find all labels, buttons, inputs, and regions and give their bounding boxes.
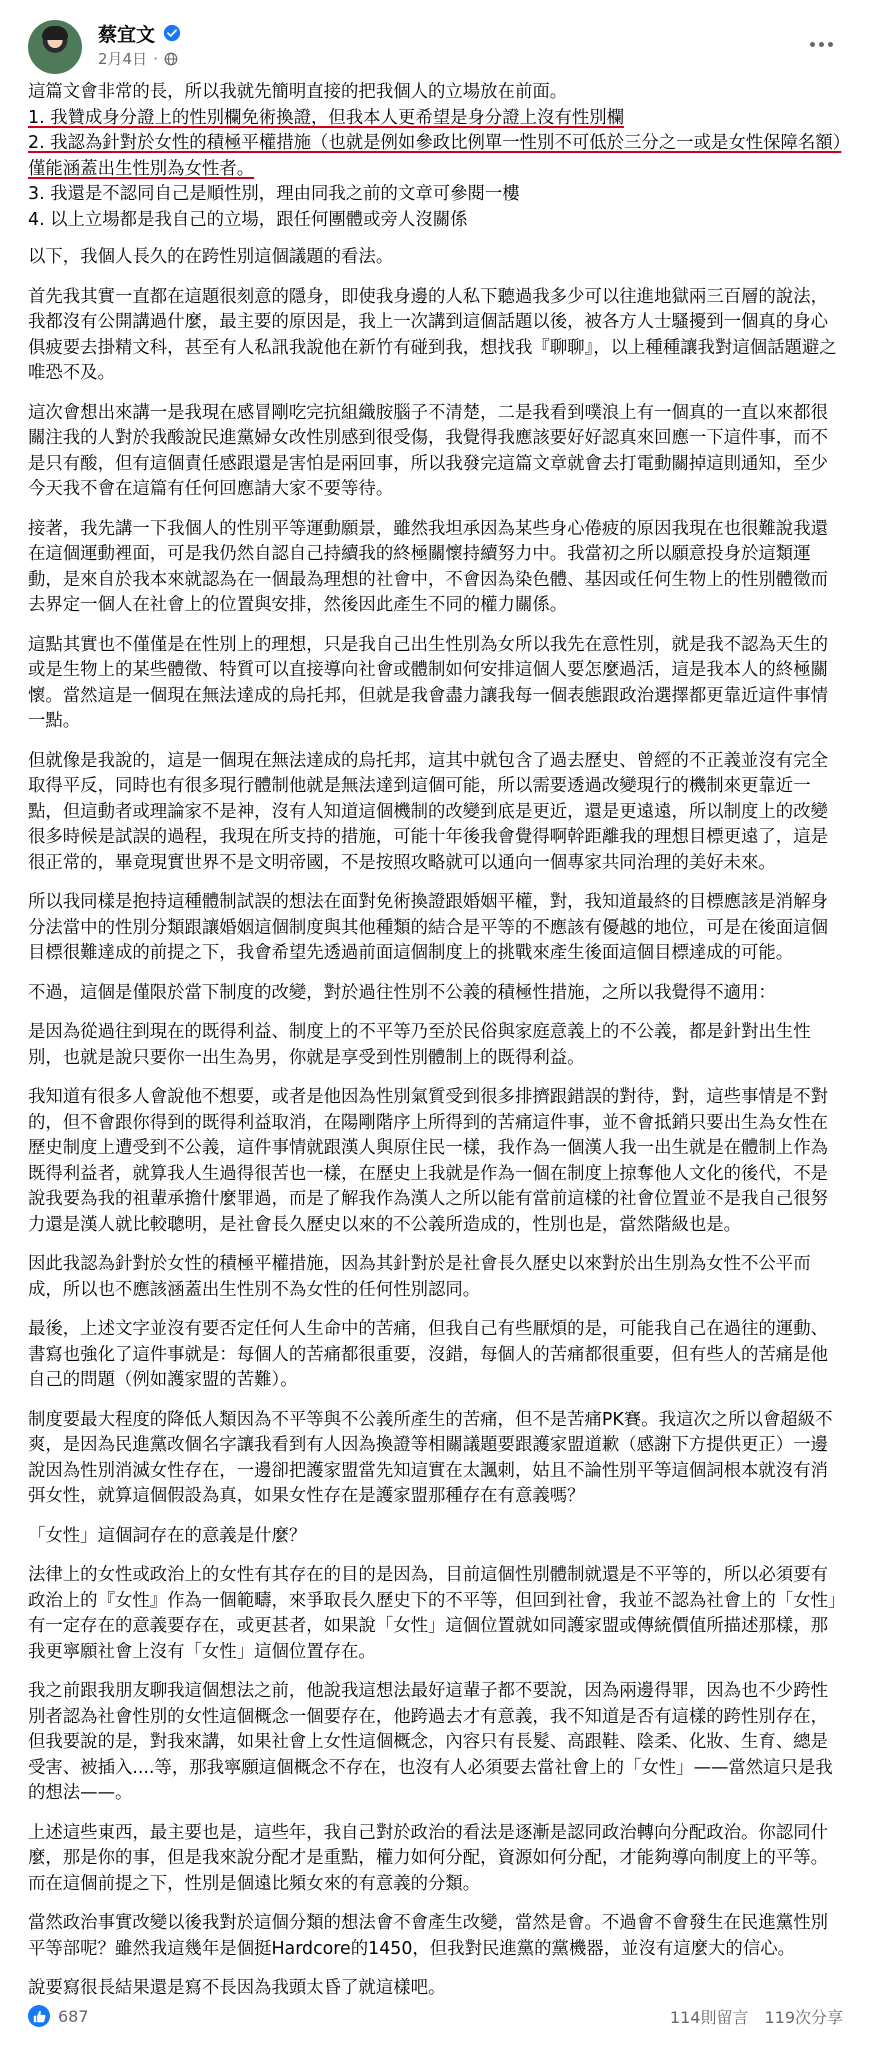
paragraph: 法律上的女性或政治上的女性有其存在的目的是因為，目前這個性別體制就還是不平等的，所以必須要有政治上的『女性』作為一個範疇，來爭取長久歷史下的不平等，但回到社會，我並不認為社會上的「女性」有一定存在的意義要存在，或更甚者，如果說「女性」這個位置就如同護家盟或傳統價值所描述那樣，那我更寧願社會上沒有「女性」這個位置存在。: [28, 1565, 837, 1662]
author-name[interactable]: 蔡宜文: [98, 23, 156, 46]
author-row: [98, 20, 181, 46]
avatar[interactable]: [28, 20, 82, 74]
share-count[interactable]: 119次分享: [764, 2007, 843, 2027]
paragraph: 制度要最大程度的降低人類因為不平等與不公義所產生的苦痛，但不是苦痛PK賽。我這次之所以會超級不爽，是因為民進黨改個名字讓我看到有人因為換證等相關議題要跟護家盟道歉（感謝下方提供更正）一邊說因為性別消滅女性存在，一邊卻把護家盟當先知這實在太諷刺，姑且不論性別平等這個詞根本就沒有消弭女性，就算這個假設為真，如果女性存在是護家盟那種存在有意義嗎？: [28, 1409, 833, 1506]
thumbs-up-glyph: [33, 2010, 46, 2023]
paragraph: 這次會想出來講一是我現在感冒剛吃完抗組織胺腦子不清楚，二是我看到噗浪上有一個真的一直以來都很關注我的人對於我酸說民進黨婦女改性別感到很受傷，我覺得我應該要好好認真來回應一下這件事，而不是只有酸，但有這個責任感跟還是害怕是兩回事，所以我發完這篇文章就會去打電動關掉這則通知，至少今天我不會在這篇有任何回應請大家不要等待。: [28, 402, 828, 499]
post-intro: 這篇文會非常的長，所以我就先簡明直接的把我個人的立場放在前面。: [28, 82, 568, 102]
paragraph: 不過，這個是僅限於當下制度的改變，對於過往性別不公義的積極性措施，之所以我覺得不適用：: [28, 982, 776, 1003]
paragraph: 以下，我個人長久的在跨性別這個議題的看法。: [28, 247, 394, 267]
paragraph: 但就像是我說的，這是一個現在無法達成的烏托邦，這其中就包含了過去歷史、曾經的不正義並沒有完全取得平反，同時也有很多現行體制他就是無法達到這個可能，所以需要透過改變現行的機制來更靠近一點，但這動者或理論家不是神，沒有人知道這個機制的改變到底是更近，還是更遠遠，所以制度上的改變很多時候是試誤的過程，我現在所支持的措施，可能十年後我會覺得啊幹距離我的理想目標更遠了，這是很正常的，畢竟現實世界不是文明帝國，不是按照攻略就可以通向一個專家共同治理的美好未來。: [28, 750, 828, 873]
post-footer: [28, 1996, 843, 2036]
position-item-3: 3. 我還是不認同自己是順性別，理由同我之前的文章可參閱一樓: [28, 184, 520, 204]
post-meta: [98, 48, 178, 69]
paragraph: 首先我其實一直都在這題很刻意的隱身，即使我身邊的人私下聽過我多少可以往進地獄兩三百層的說法，我都沒有公開講過什麼，最主要的原因是，我上一次講到這個話題以後，被各方人士騷擾到一個真的身心俱疲要去掛精文科，甚至有人私訊我說他在新竹有碰到我，想找我『聊聊』，以上種種讓我對這個話題避之唯恐不及。: [28, 286, 837, 383]
post-body: [28, 80, 843, 2016]
position-list: [28, 106, 843, 234]
paragraph: 最後，上述文字並沒有要否定任何人生命中的苦痛，但我自己有些厭煩的是，可能我自己在過往的運動、書寫也強化了這件事就是：每個人的苦痛都很重要，沒錯，每個人的苦痛都很重要，但有些人的苦痛是他自己的問題（例如護家盟的苦難）。: [28, 1319, 828, 1390]
position-item-4: 4. 以上立場都是我自己的立場，跟任何團體或旁人沒關係: [28, 209, 468, 230]
position-item-1: 1. 我贊成身分證上的性別欄免術換證，但我本人更希望是身分證上沒有性別欄: [28, 107, 625, 128]
paragraph: 所以我同樣是抱持這種體制試誤的想法在面對免術換證跟婚姻平權，對，我知道最終的目標應該是消解身分法當中的性別分類跟讓婚姻這個制度與其他種類的結合是平等的不應該有優越的地位，可是在後面這個目標很難達成的前提之下，我會希望先透過前面這個制度上的挑戰來產生後面這個目標達成的可能。: [28, 892, 828, 963]
paragraph: 因此我認為針對於女性的積極平權措施，因為其針對於是社會長久歷史以來對於出生別為女性不公平而成，所以也不應該涵蓋出生性別不為女性的任何性別認同。: [28, 1254, 811, 1300]
paragraph: 上述這些東西，最主要也是，這些年，我自己對於政治的看法是逐漸是認同政治轉向分配政治。你認同什麼，那是你的事，但是我來說分配才是重點，權力如何分配，資源如何分配，才能夠導向制度上的平等。而在這個前提之下，性別是個遠比頻女來的有意義的分類。: [28, 1822, 828, 1894]
avatar-hair: [42, 26, 68, 40]
reaction-count[interactable]: 687: [58, 2006, 89, 2026]
paragraph: 當然政治事實改變以後我對於這個分類的想法會不會產生改變，當然是會。不過會不會發生在民進黨性別平等部呢？雖然我這幾年是個挺Hardcore的1450，但我對民進黨的黨機器，並沒有這麼大的信心。: [28, 1913, 828, 1959]
paragraph: 「女性」這個詞存在的意義是什麼？: [28, 1525, 307, 1546]
more-options-icon[interactable]: [803, 26, 839, 62]
paragraph: 我之前跟我朋友聊我這個想法之前，他說我這想法最好這輩子都不要說，因為兩邊得罪，因為也不少跨性別者認為社會性別的女性這個概念一個要存在，他跨過去才有意義，我不知道是否有這樣的跨性別存在，但我要說的是，對我來講，如果社會上女性這個概念，內容只有長髮、高跟鞋、陰柔、化妝、生育、總是受害、被插入....等，那我寧願這個概念不存在，也沒有人必須要去當社會上的「女性」——當然這只是我的想法——。: [28, 1681, 833, 1803]
thumbs-up-icon[interactable]: [28, 2005, 50, 2027]
paragraph: 接著，我先講一下我個人的性別平等運動願景，雖然我坦承因為某些身心倦疲的原因我現在也很難說我還在這個運動裡面，可是我仍然自認自己持續我的終極關懷持續努力中。我當初之所以願意投身於這類運動，是來自於我本來就認為在一個最為理想的社會中，不會因為染色體、基因或任何生物上的性別體徵而去界定一個人在社會上的位置與安排，然後因此產生不同的權力關係。: [28, 518, 828, 615]
paragraph: 我知道有很多人會說他不想要，或者是他因為性別氣質受到很多排擠跟錯誤的對待，對，這些事情是不對的，但不會跟你得到的既得利益取消，在陽剛階序上所得到的苦痛這件事，並不會抵銷只要出生為女性在歷史制度上遭受到不公義，這件事情就跟漢人與原住民一樣，我作為一個漢人我一出生就是在體制上作為既得利益者，就算我人生過得很苦也一樣，在歷史上我就是作為一個在制度上掠奪他人文化的後代，不是說我要為我的祖輩承擔什麼罪過，而是了解我作為漢人之所以能有當前這樣的社會位置並不是我自己很努力還是漢人就比較聰明，是社會長久歷史以來的不公義所造成的，性別也是，當然階級也是。: [28, 1087, 828, 1235]
comment-count[interactable]: 114則留言: [669, 2007, 749, 2027]
post-date[interactable]: 2月4日: [98, 50, 148, 68]
meta-separator: ·: [153, 49, 158, 68]
paragraph: 這點其實也不僅僅是在性別上的理想，只是我自己出生性別為女所以我先在意性別，就是我不認為天生的或是生物上的某些體徵、特質可以直接導向社會或體制如何安排這個人要怎麼過活，這是我本人的終極關懷。當然這是一個現在無法達成的烏托邦，但就是我會盡力讓我每一個表態跟政治選擇都更靠近這件事情一點。: [28, 634, 828, 731]
paragraph: 是因為從過往到現在的既得利益、制度上的不平等乃至於民俗與家庭意義上的不公義，都是針對出生性別，也就是說只要你一出生為男，你就是享受到性別體制上的既得利益。: [28, 1022, 811, 1068]
verified-badge-icon: [163, 24, 181, 42]
paragraph: 說要寫很長結果還是寫不長因為我頭太昏了就這樣吧。: [28, 1978, 446, 1998]
globe-icon[interactable]: [164, 52, 178, 66]
post-header: [28, 18, 843, 74]
position-item-2: 2. 我認為針對於女性的積極平權措施（也就是例如參政比例單一性別不可低於三分之一或是女性保障名額）僅能涵蓋出生性別為女性者。: [28, 133, 842, 179]
engagement-stats: [670, 2005, 843, 2028]
